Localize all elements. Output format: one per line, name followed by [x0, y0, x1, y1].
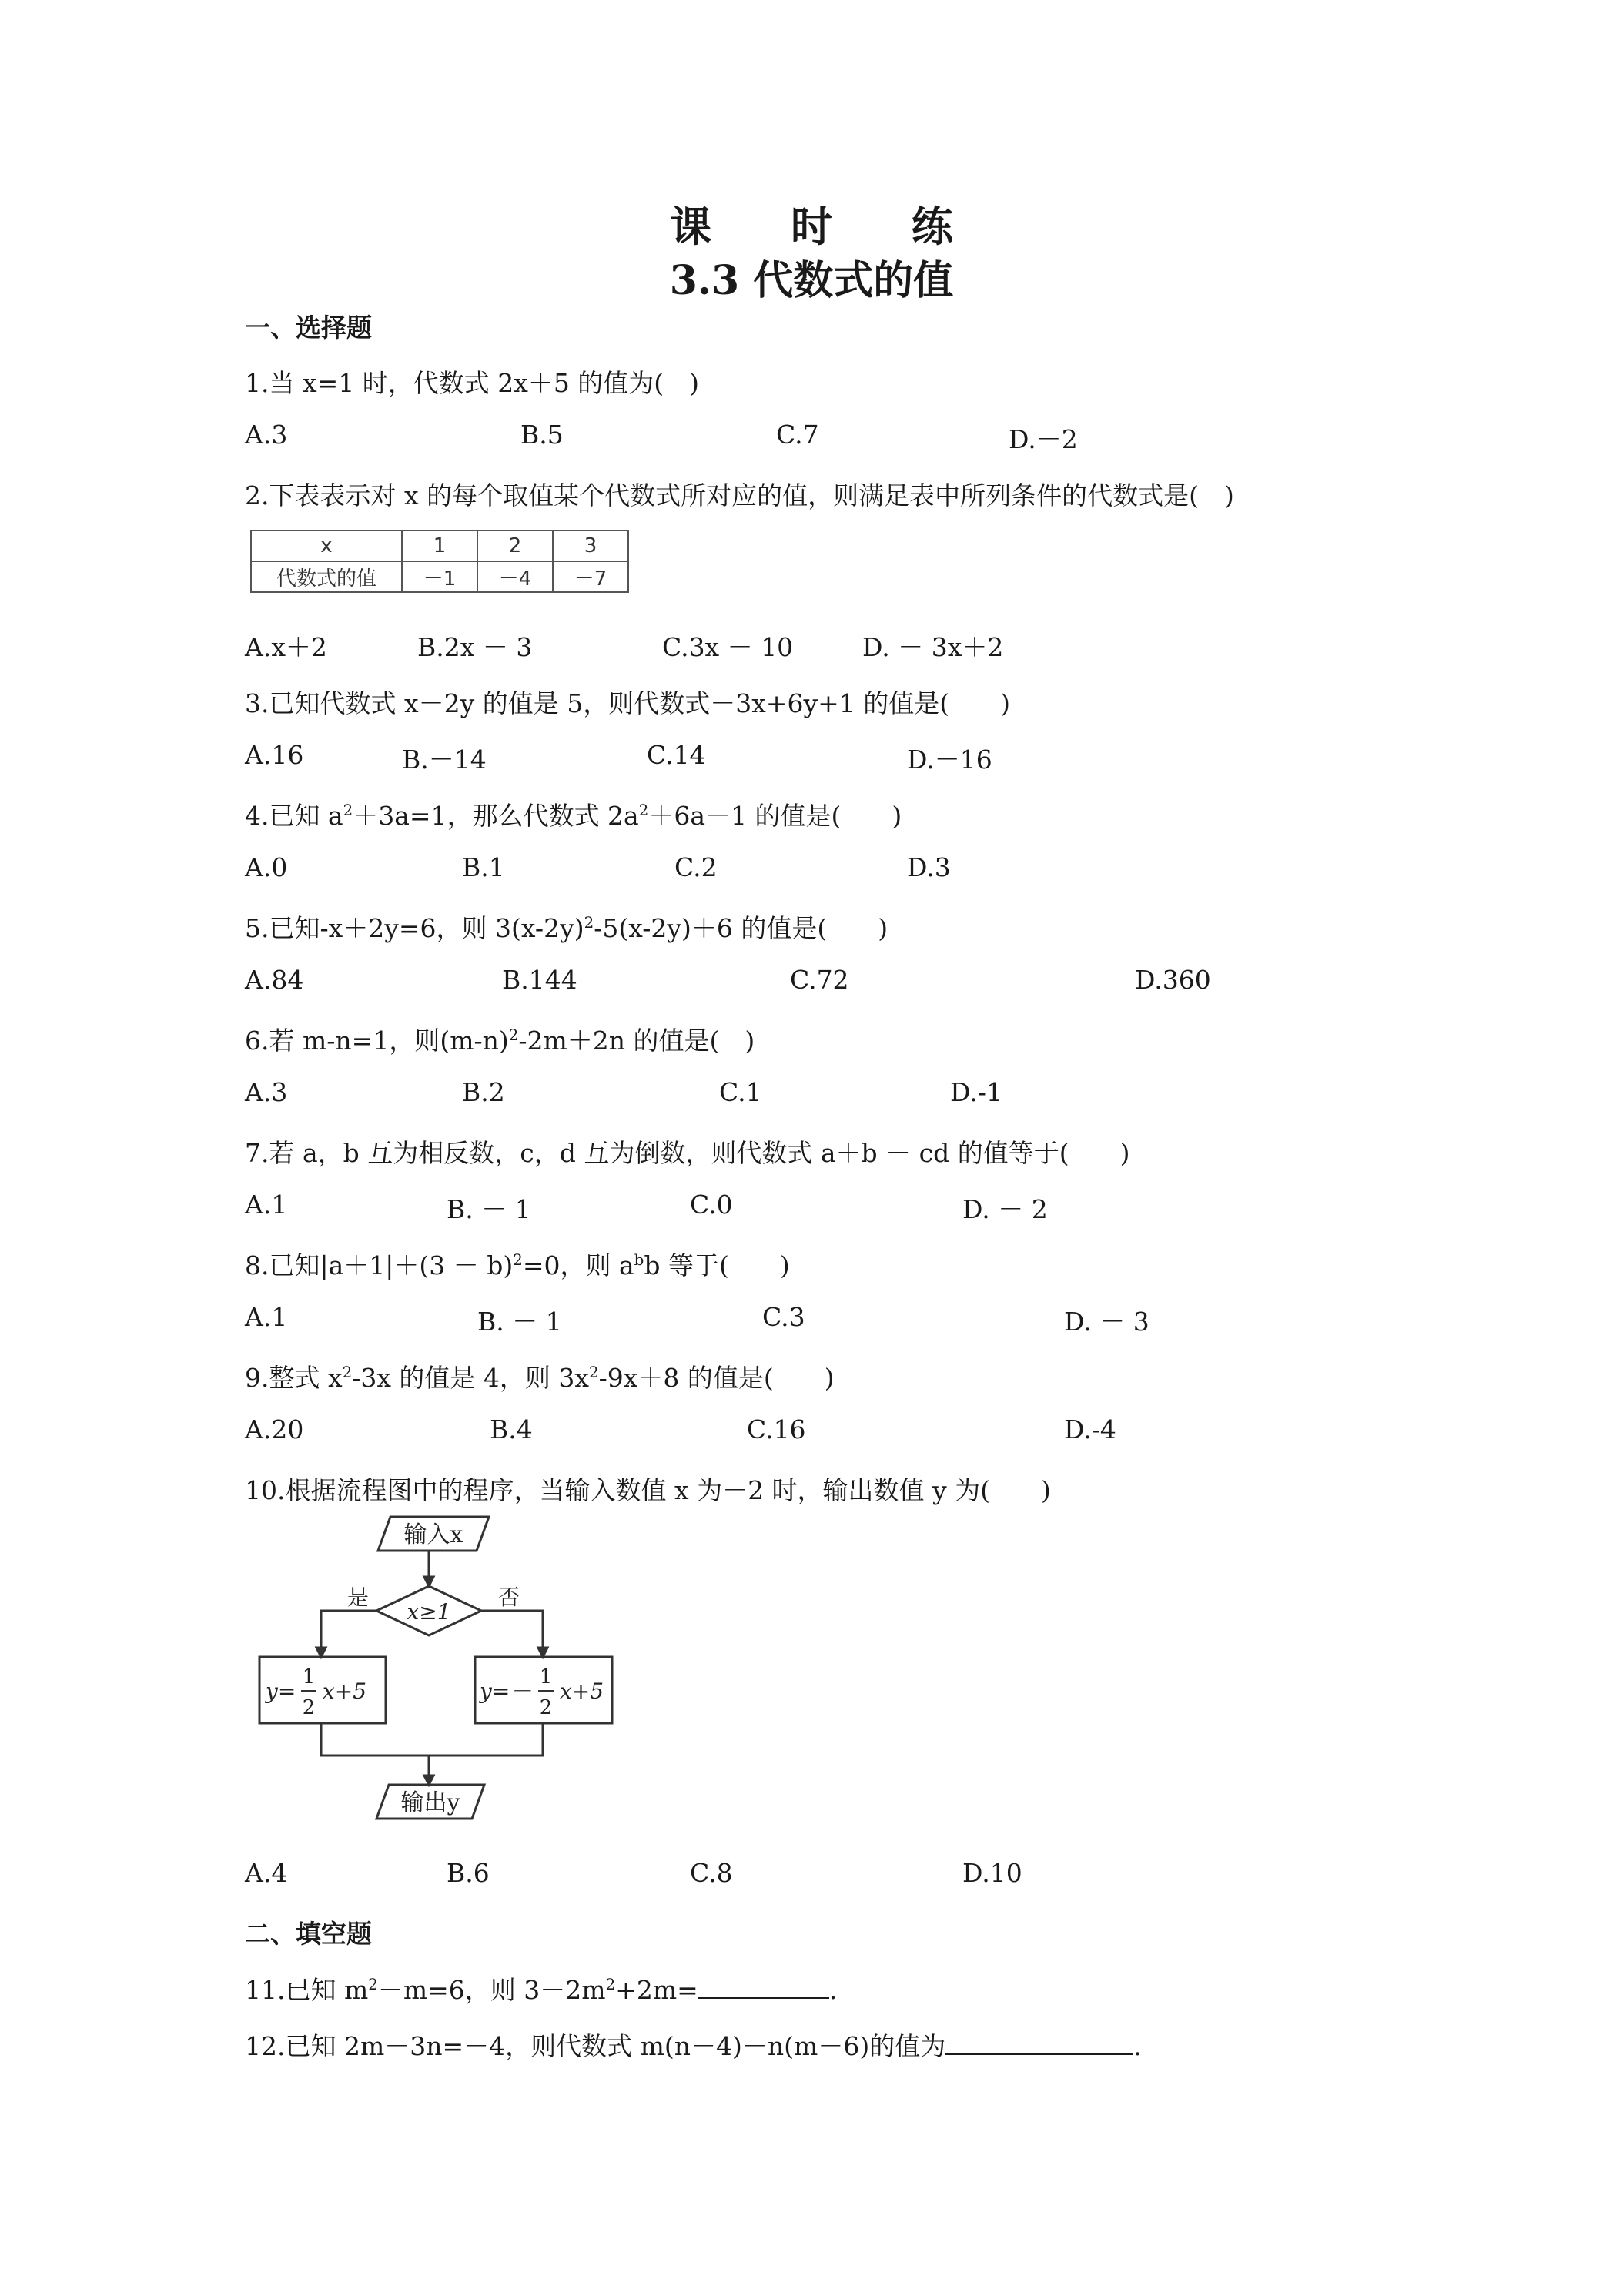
q8-option-a: A.1 [245, 1302, 288, 1332]
flow-left-tail: x+5 [323, 1678, 367, 1704]
q9-option-c: C.16 [747, 1414, 806, 1444]
q4-option-c: C.2 [674, 852, 718, 882]
section-fill-blank: 二、填空题 [245, 1919, 372, 1949]
q9-option-d: D.-4 [1064, 1414, 1116, 1444]
question-12: 12.已知 2m－3n=－4，则代数式 m(n－4)－n(m－6)的值为 . [245, 2031, 1142, 2061]
section-multiple-choice: 一、选择题 [245, 313, 372, 343]
flow-condition: x≥1 [407, 1599, 451, 1625]
flow-right-tail: x+5 [560, 1678, 604, 1704]
question-4: 4.已知 $a^2+3a=1$，那么代数式 $2a^2+6a-1$ 的值是( ) [245, 801, 902, 831]
table-row-label: 代数式的值 [251, 561, 402, 592]
flow-right-den: 2 [539, 1696, 553, 1719]
q9-option-a: A.20 [245, 1414, 304, 1444]
question-11: 11.已知 $m^2-m=6$，则 $3-2m^2+2m=$ . [245, 1975, 838, 2005]
q2-option-b: B.2x － 3 [417, 632, 533, 662]
q10-option-a: A.4 [245, 1858, 288, 1888]
question-7: 7.若 a，b 互为相反数，c，d 互为倒数，则代数式 a＋b － cd 的值等于( ) [245, 1138, 1130, 1168]
q6-option-a: A.3 [245, 1077, 288, 1107]
q7-option-d: D. － 2 [962, 1194, 1048, 1224]
q7-option-c: C.0 [690, 1190, 733, 1220]
page-subtitle: 3.3 代数式的值 [669, 257, 954, 304]
flow-input-label: 输入x [403, 1521, 463, 1548]
q6-option-b: B.2 [462, 1077, 505, 1107]
q10-option-c: C.8 [690, 1858, 733, 1888]
q8-option-d: D. － 3 [1064, 1307, 1149, 1337]
q8-option-b: B. － 1 [477, 1307, 562, 1337]
question-1: 1.当 x=1 时，代数式 2x＋5 的值为( ) [245, 368, 700, 398]
q5-option-a: A.84 [245, 965, 304, 995]
flow-yes-line [321, 1611, 376, 1651]
question-10: 10.根据流程图中的程序，当输入数值 x 为－2 时，输出数值 y 为( ) [245, 1475, 1051, 1505]
q5-option-d: D.360 [1135, 965, 1211, 995]
q8-option-c: C.3 [762, 1302, 805, 1332]
table-header-x: x [251, 530, 402, 561]
table-cell: －4 [477, 561, 553, 592]
table-header-3: 3 [553, 530, 628, 561]
q4-option-b: B.1 [462, 852, 505, 882]
q7-option-a: A.1 [245, 1190, 288, 1220]
q6-option-c: C.1 [719, 1077, 762, 1107]
flow-yes-label: 是 [346, 1585, 370, 1610]
question-8: 8.已知$|a+1|+(3 - b)^2=0$，则 $a^bb$ 等于( ) [245, 1250, 790, 1280]
q7-option-b: B. － 1 [447, 1194, 531, 1224]
q4-option-a: A.0 [245, 852, 288, 882]
table-cell: －1 [402, 561, 477, 592]
q9-option-b: B.4 [490, 1414, 533, 1444]
q5-option-b: B.144 [502, 965, 577, 995]
table-cell: －7 [553, 561, 628, 592]
q1-option-b: B.5 [520, 420, 564, 450]
q3-option-c: C.14 [647, 740, 706, 770]
question-3: 3.已知代数式 x－2y 的值是 5，则代数式－3x+6y+1 的值是( ) [245, 688, 1010, 718]
q2-option-c: C.3x － 10 [662, 632, 794, 662]
flowchart [250, 1515, 635, 1839]
flow-no-line [481, 1611, 543, 1651]
flow-no-label: 否 [497, 1585, 520, 1610]
page-title: 课 时 练 [670, 202, 986, 251]
flow-merge-line [321, 1723, 543, 1755]
flow-left-y: y= [266, 1678, 296, 1704]
flow-left-num: 1 [302, 1665, 316, 1689]
q5-option-c: C.72 [790, 965, 849, 995]
flow-arrowhead [316, 1648, 326, 1657]
q10-option-b: B.6 [447, 1858, 490, 1888]
flow-right-num: 1 [539, 1665, 553, 1689]
flow-arrowhead [424, 1776, 433, 1785]
flow-left-den: 2 [302, 1696, 316, 1719]
table-header-1: 1 [402, 530, 477, 561]
q3-option-d: D.－16 [907, 745, 992, 775]
q4-option-d: D.3 [907, 852, 951, 882]
q3-option-b: B.－14 [402, 745, 487, 775]
q2-option-d: D. － 3x＋2 [862, 632, 1004, 662]
q1-option-c: C.7 [776, 420, 819, 450]
question-9: 9.整式 $x^2-3x$ 的值是 4，则 $3x^2-9x+8$ 的值是( ) [245, 1363, 835, 1393]
q1-option-d: D.－2 [1009, 424, 1078, 454]
flow-arrowhead [424, 1577, 433, 1586]
table-header-2: 2 [477, 530, 553, 561]
q6-option-d: D.-1 [950, 1077, 1002, 1107]
question-5: 5.已知-x＋2y=6，则 $3(x-2y)^2-5(x-2y)+6$ 的值是( ) [245, 913, 888, 943]
answer-blank[interactable] [945, 2030, 1133, 2055]
flow-output-label: 输出y [400, 1789, 460, 1816]
flow-right-y: y=－ [480, 1678, 532, 1704]
question-2: 2.下表表示对 x 的每个取值某个代数式所对应的值，则满足表中所列条件的代数式是( ) [245, 480, 1234, 510]
q3-option-a: A.16 [245, 740, 304, 770]
q1-option-a: A.3 [245, 420, 288, 450]
flow-arrowhead [538, 1648, 547, 1657]
question-6: 6.若 m-n=1，则$(m-n)^2-2m+2n$ 的值是( ) [245, 1026, 755, 1056]
q10-option-d: D.10 [962, 1858, 1022, 1888]
value-table [250, 530, 629, 593]
q2-option-a: A.x＋2 [245, 632, 327, 662]
answer-blank[interactable] [698, 1974, 829, 1999]
